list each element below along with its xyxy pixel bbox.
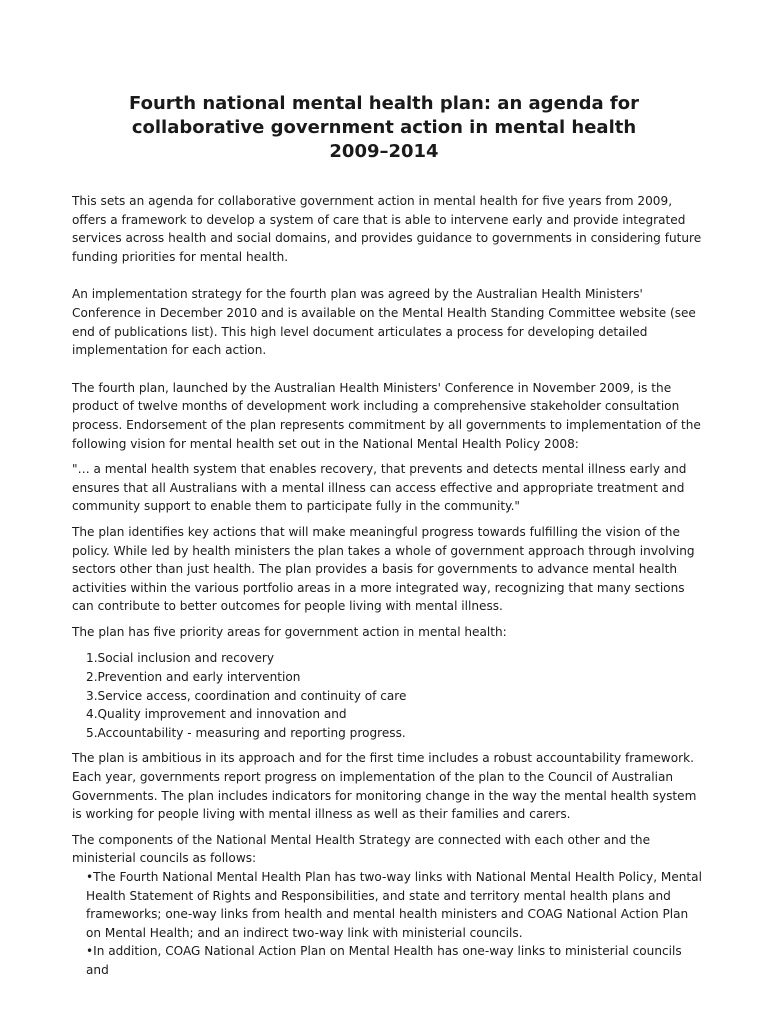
priority-item: 4.Quality improvement and innovation and <box>86 707 347 722</box>
priority-item: 5.Accountability - measuring and reporting progress. <box>86 725 406 740</box>
priority-item: 2.Prevention and early intervention <box>86 670 301 685</box>
paragraph-priority-intro: The plan has five priority areas for government action in mental health: <box>72 624 507 639</box>
paragraph-implementation: An implementation strategy for the fourth plan was agreed by the Australian Health Ministers' Conference in December 2010 and is available on the Mental Health Standing Committee website (see end of publications list). This high level document articulates a process for developing detailed implementation for each action. <box>72 287 696 358</box>
document-body <box>72 192 702 980</box>
paragraph-components: The components of the National Mental Health Strategy are connected with each other and the ministerial councils as follows: <box>72 832 651 866</box>
priority-list <box>72 649 702 742</box>
paragraph-key-actions: The plan identifies key actions that will make meaningful progress towards fulfilling the vision of the policy. While led by health ministers the plan takes a whole of government approach through involving sectors other than just health. The plan provides a basis for governments to advance mental health activities within the various portfolio areas in a more integrated way, recognizing that many sections can contribute to better outcomes for people living with mental illness. <box>72 524 695 614</box>
priority-item: 3.Service access, coordination and continuity of care <box>86 688 407 703</box>
paragraph-accountability: The plan is ambitious in its approach and for the first time includes a robust accountability framework. Each year, governments report progress on implementation of the plan to the Council of Australian Governments. The plan includes indicators for monitoring change in the way the mental health system is working for people living with mental illness as well as their families and carers. <box>72 751 697 822</box>
document-title: Fourth national mental health plan: an agenda for collaborative government action in mental health 2009–2014 <box>129 93 639 162</box>
priority-item: 1.Social inclusion and recovery <box>86 651 275 666</box>
components-bullet-list <box>72 868 702 980</box>
paragraph-launch: The fourth plan, launched by the Australian Health Ministers' Conference in November 2009, is the product of twelve months of development work including a comprehensive stakeholder consultation process. Endorsement of the plan represents commitment by all governments to implementation of the following vision for mental health set out in the National Mental Health Policy 2008: <box>72 380 701 451</box>
bullet-item: •The Fourth National Mental Health Plan has two-way links with National Mental Health Policy, Mental Health Statement of Rights and Responsibilities, and state and territory mental health plans and frameworks; one-way links from health and mental health ministers and COAG National Action Plan on Mental Health; and an indirect two-way link with ministerial councils. <box>86 870 702 940</box>
bullet-item: •In addition, COAG National Action Plan on Mental Health has one-way links to ministerial councils and <box>86 944 682 977</box>
paragraph-intro: This sets an agenda for collaborative government action in mental health for five years from 2009, offers a framework to develop a system of care that is able to intervene early and provide integrated services across health and social domains, and provides guidance to governments in considering future funding priorities for mental health. <box>72 194 702 264</box>
paragraph-vision-quote: "… a mental health system that enables recovery, that prevents and detects mental illness early and ensures that all Australians with a mental illness can access effective and appropriate treatment and community support to enable them to participate fully in the community." <box>72 462 687 514</box>
